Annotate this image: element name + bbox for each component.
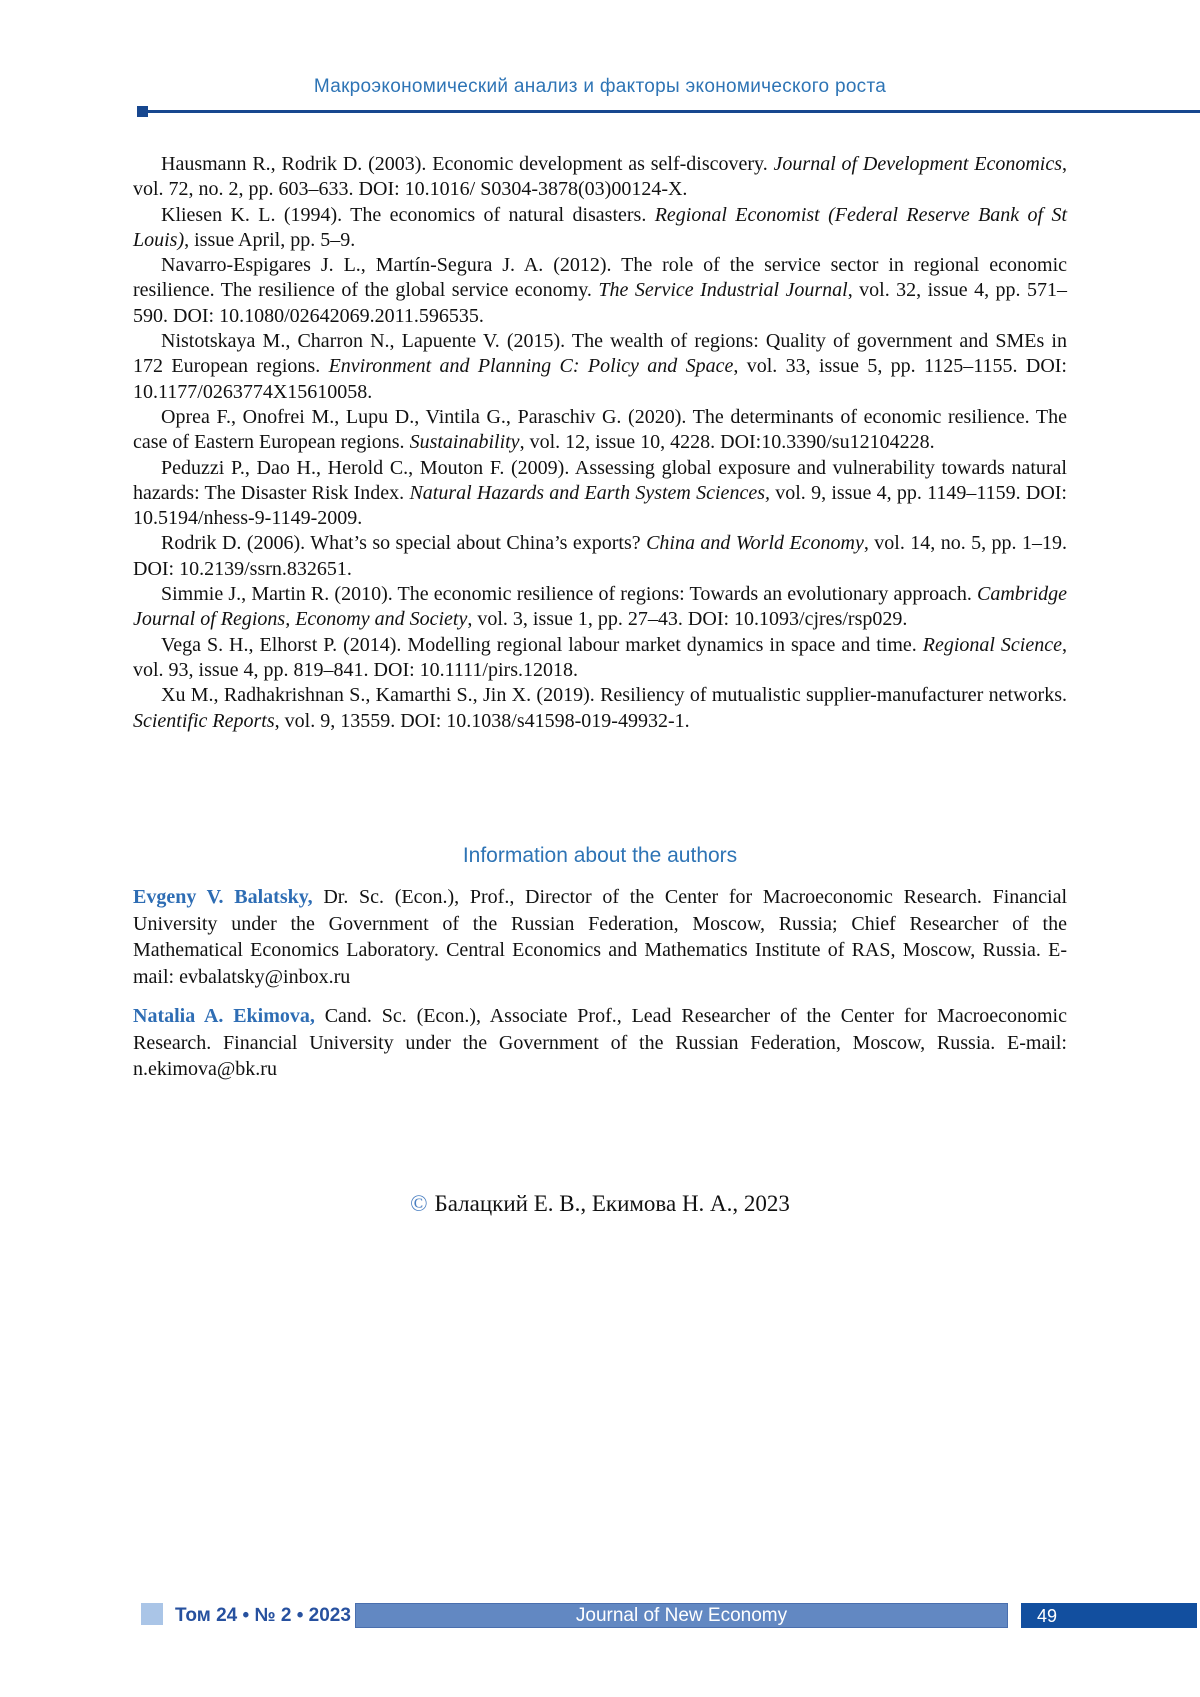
reference-text: , vol. 93, issue 4, pp. 819–841. DOI: 10.1111/pirs.12018. (133, 633, 1067, 681)
reference-journal-title: Environment and Planning C: Policy and Space (328, 355, 734, 378)
reference-journal-title: Natural Hazards and Earth System Sciences, (409, 481, 770, 504)
journal-name: Journal of New Economy (575, 1605, 788, 1626)
reference-text: Simmie J., Martin R. (2010). The economic resilience of regions: Towards an evolutionary approach. (161, 583, 977, 606)
reference-text: , vol. 72, no. 2, pp. 603–633. DOI: 10.1016/ S0304-3878(03)00124-X. (133, 153, 1067, 201)
reference-item (133, 253, 1067, 329)
reference-text: , vol. 9, 13559. DOI: 10.1038/s41598-019-49932-1. (274, 709, 690, 732)
reference-text: Hausmann R., Rodrik D. (2003). Economic development as self-discovery. (161, 153, 774, 175)
author-name: Natalia A. Ekimova, (133, 1005, 315, 1027)
reference-text: Kliesen K. L. (1994). The economics of natural disasters. (161, 203, 655, 226)
copyright-text: Балацкий Е. В., Екимова Н. А., 2023 (434, 1191, 790, 1216)
copyright-line (0, 1190, 1200, 1218)
author-name: Evgeny V. Balatsky, (133, 886, 313, 908)
reference-text: , vol. 33, issue 5, pp. 1125–1155. DOI: 10.1177/0263774X15610058. (133, 355, 1067, 403)
reference-item (133, 152, 1067, 203)
footer-square-icon (141, 1603, 163, 1625)
reference-journal-title: Regional Economist (Federal Reserve Bank of St Louis) (133, 203, 1068, 251)
reference-text: Rodrik D. (2006). What’s so special about China’s exports? (161, 532, 647, 555)
reference-item (133, 683, 1067, 734)
reference-text: , vol. 14, no. 5, pp. 1–19. DOI: 10.2139/ssrn.832651. (133, 532, 1067, 580)
reference-text: vol. 9, issue 4, pp. 1149–1159. DOI: 10.5194/nhess-9-1149-2009. (133, 481, 1067, 530)
reference-item (133, 633, 1067, 684)
reference-text: Vega S. H., Elhorst P. (2014). Modelling regional labour market dynamics in space and time. (161, 633, 923, 656)
reference-journal-title: Cambridge Journal of Regions, Economy and Society (133, 583, 1067, 631)
reference-journal-title: Regional Science (922, 633, 1062, 656)
header-rule-marker-icon (137, 106, 148, 117)
author-bio-text: Dr. Sc. (Econ.), Prof., Director of the Center for Macroeconomic Research. Financial University under the Government of the Russian Federation, Moscow, Russia; Chief Researcher of the Mathematical Economics Laboratory. Central Economics and Mathematics Institute of RAS, Moscow, Russia. E-mail: evbalatsky@inbox.ru (133, 886, 1067, 988)
reference-journal-title: Scientific Reports (133, 709, 275, 732)
reference-journal-title: The Service Industrial Journal (598, 279, 848, 302)
reference-item (133, 531, 1067, 582)
authors-list (133, 884, 1067, 1096)
reference-item (133, 329, 1067, 405)
reference-item (133, 405, 1067, 456)
header-rule (142, 110, 1200, 113)
reference-text: , vol. 12, issue 10, 4228. DOI:10.3390/su12104228. (519, 431, 935, 454)
reference-item (133, 456, 1067, 532)
reference-text: Oprea F., Onofrei M., Lupu D., Vintila G., Paraschiv G. (2020). The determinants of economic resilience. The case of Eastern European regions. (133, 405, 1067, 454)
volume-info: Том 24 • № 2 • 2023 (175, 1605, 351, 1626)
reference-journal-title: China and World Economy (646, 532, 864, 555)
author-bio-text: Cand. Sc. (Econ.), Associate Prof., Lead Researcher of the Center for Macroeconomic Research. Financial University under the Government of the Russian Federation, Moscow, Russia. E-mail: n.ekimova@bk.ru (133, 1005, 1067, 1080)
reference-text: Nistotskaya M., Charron N., Lapuente V. (2015). The wealth of regions: Quality of government and SMEs in 172 European regions. (133, 330, 1067, 378)
reference-item (133, 203, 1067, 254)
reference-item (133, 582, 1067, 633)
running-head: Макроэкономический анализ и факторы экономического роста (313, 76, 887, 97)
journal-name-bar (355, 1603, 1008, 1628)
reference-journal-title: Journal of Development Economics (773, 153, 1062, 175)
reference-text: Xu M., Radhakrishnan S., Kamarthi S., Jin X. (2019). Resiliency of mutualistic supplier-manufacturer networks. (161, 684, 1067, 707)
reference-text: , vol. 32, issue 4, pp. 571–590. DOI: 10.1080/02642069.2011.596535. (133, 279, 1068, 327)
reference-text: Peduzzi P., Dao H., Herold C., Mouton F. (2009). Assessing global exposure and vulnerability towards natural hazards: The Disaster Risk Index. (133, 456, 1067, 504)
reference-text: , vol. 3, issue 1, pp. 27–43. DOI: 10.1093/cjres/rsp029. (467, 608, 908, 631)
reference-text: , issue April, pp. 5–9. (184, 228, 356, 251)
reference-text: Navarro-Espigares J. L., Martín-Segura J. A. (2012). The role of the service sector in regional economic resilience. The resilience of the global service economy. (133, 254, 1067, 302)
copyright-symbol: © (410, 1191, 428, 1216)
author-bio (133, 884, 1067, 990)
author-bio (133, 1003, 1067, 1083)
page-number-badge (1021, 1603, 1197, 1628)
authors-heading: Information about the authors (462, 844, 738, 867)
reference-journal-title: Sustainability (409, 431, 520, 454)
page-number: 49 (1037, 1605, 1058, 1626)
references-list (133, 152, 1067, 734)
